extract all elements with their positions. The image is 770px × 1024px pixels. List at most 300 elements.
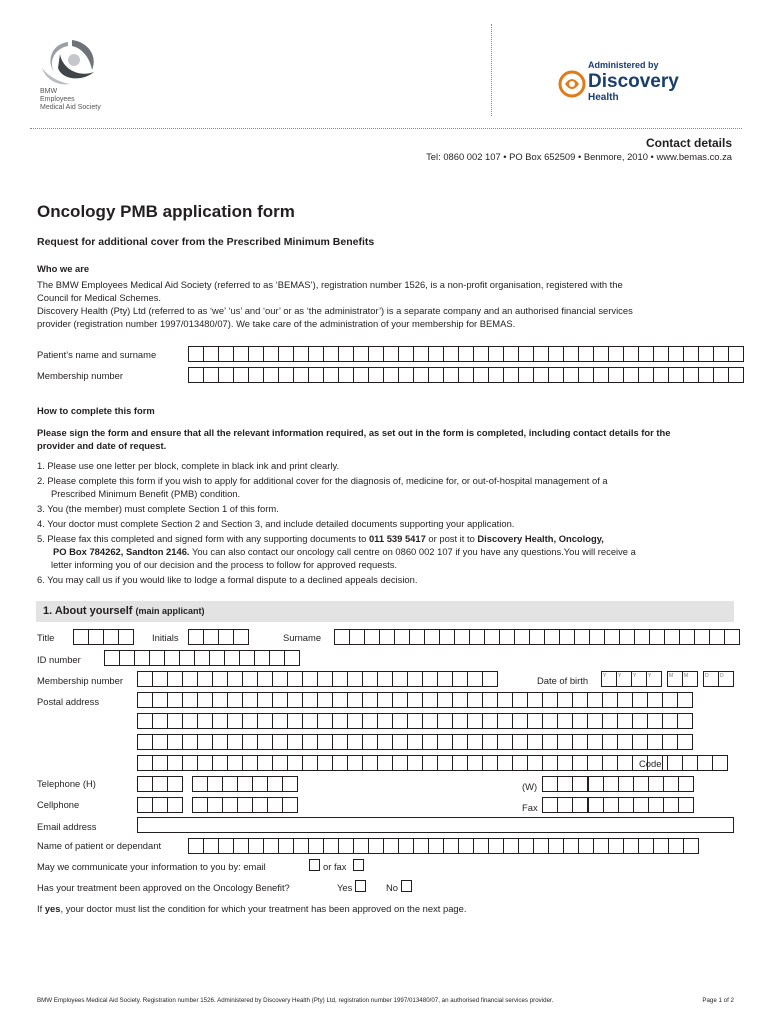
letter-box[interactable]: [632, 734, 648, 750]
letter-box[interactable]: [632, 692, 648, 708]
letter-box[interactable]: [323, 838, 339, 854]
letter-box[interactable]: [407, 755, 423, 771]
letter-box[interactable]: [167, 734, 183, 750]
letter-box[interactable]: [179, 650, 195, 666]
letter-box[interactable]: [618, 776, 634, 792]
letter-box[interactable]: [617, 755, 633, 771]
letter-box[interactable]: [347, 734, 363, 750]
letter-box[interactable]: [257, 713, 273, 729]
letter-box[interactable]: [533, 367, 549, 383]
letter-box[interactable]: [212, 734, 228, 750]
letter-box[interactable]: [192, 797, 208, 813]
telephone-h-boxes[interactable]: [137, 776, 183, 792]
letter-box[interactable]: [422, 671, 438, 687]
letter-box[interactable]: [527, 734, 543, 750]
letter-box[interactable]: [698, 346, 714, 362]
letter-box[interactable]: [394, 629, 410, 645]
letter-box[interactable]: [664, 629, 680, 645]
phone-number-boxes[interactable]: [192, 776, 298, 792]
letter-box[interactable]: [347, 713, 363, 729]
letter-box[interactable]: [668, 838, 684, 854]
letter-box[interactable]: [602, 713, 618, 729]
letter-box[interactable]: [362, 713, 378, 729]
letter-box[interactable]: [603, 797, 619, 813]
letter-box[interactable]: [467, 755, 483, 771]
letter-box[interactable]: [188, 367, 204, 383]
letter-box[interactable]: [542, 755, 558, 771]
letter-box[interactable]: [683, 346, 699, 362]
letter-box[interactable]: [233, 629, 249, 645]
letter-box[interactable]: [272, 734, 288, 750]
letter-box[interactable]: [428, 346, 444, 362]
letter-box[interactable]: [488, 346, 504, 362]
letter-box[interactable]: [413, 346, 429, 362]
letter-box[interactable]: [497, 755, 513, 771]
letter-box[interactable]: [529, 629, 545, 645]
letter-box[interactable]: [589, 629, 605, 645]
letter-box[interactable]: [542, 713, 558, 729]
letter-box[interactable]: [587, 755, 603, 771]
letter-box[interactable]: [467, 713, 483, 729]
letter-box[interactable]: [482, 734, 498, 750]
letter-box[interactable]: [413, 367, 429, 383]
letter-box[interactable]: [512, 692, 528, 708]
letter-box[interactable]: [718, 671, 734, 687]
letter-box[interactable]: [713, 367, 729, 383]
letter-box[interactable]: [293, 367, 309, 383]
letter-box[interactable]: [377, 713, 393, 729]
letter-box[interactable]: [167, 713, 183, 729]
letter-box[interactable]: [601, 671, 617, 687]
letter-box[interactable]: [182, 692, 198, 708]
letter-box[interactable]: [197, 692, 213, 708]
letter-box[interactable]: [104, 650, 120, 666]
letter-box[interactable]: [413, 838, 429, 854]
letter-box[interactable]: [518, 346, 534, 362]
fax-boxes[interactable]: [542, 797, 588, 813]
letter-box[interactable]: [353, 367, 369, 383]
letter-box[interactable]: [572, 692, 588, 708]
letter-box[interactable]: [293, 838, 309, 854]
letter-box[interactable]: [237, 776, 253, 792]
letter-box[interactable]: [439, 629, 455, 645]
surname-boxes[interactable]: [334, 629, 740, 645]
letter-box[interactable]: [632, 713, 648, 729]
letter-box[interactable]: [653, 838, 669, 854]
letter-box[interactable]: [203, 367, 219, 383]
letter-box[interactable]: [482, 671, 498, 687]
letter-box[interactable]: [152, 797, 168, 813]
letter-box[interactable]: [137, 797, 153, 813]
letter-box[interactable]: [533, 838, 549, 854]
letter-box[interactable]: [574, 629, 590, 645]
letter-box[interactable]: [227, 755, 243, 771]
letter-box[interactable]: [467, 734, 483, 750]
letter-box[interactable]: [287, 671, 303, 687]
letter-box[interactable]: [572, 734, 588, 750]
letter-box[interactable]: [623, 838, 639, 854]
letter-box[interactable]: [227, 671, 243, 687]
letter-box[interactable]: [452, 734, 468, 750]
letter-box[interactable]: [623, 367, 639, 383]
letter-box[interactable]: [209, 650, 225, 666]
letter-box[interactable]: [182, 713, 198, 729]
letter-box[interactable]: [137, 755, 153, 771]
letter-box[interactable]: [437, 671, 453, 687]
letter-box[interactable]: [212, 755, 228, 771]
letter-box[interactable]: [182, 755, 198, 771]
letter-box[interactable]: [252, 776, 268, 792]
letter-box[interactable]: [467, 671, 483, 687]
letter-box[interactable]: [377, 734, 393, 750]
letter-box[interactable]: [648, 797, 664, 813]
letter-box[interactable]: [207, 797, 223, 813]
letter-box[interactable]: [653, 346, 669, 362]
letter-box[interactable]: [578, 346, 594, 362]
letter-box[interactable]: [152, 734, 168, 750]
letter-box[interactable]: [458, 346, 474, 362]
letter-box[interactable]: [602, 755, 618, 771]
cellphone-boxes[interactable]: [137, 797, 183, 813]
letter-box[interactable]: [407, 713, 423, 729]
letter-box[interactable]: [323, 367, 339, 383]
letter-box[interactable]: [638, 838, 654, 854]
letter-box[interactable]: [73, 629, 89, 645]
letter-box[interactable]: [454, 629, 470, 645]
postal-address-line-1[interactable]: [137, 692, 693, 708]
letter-box[interactable]: [563, 367, 579, 383]
letter-box[interactable]: [572, 755, 588, 771]
letter-box[interactable]: [338, 367, 354, 383]
letter-box[interactable]: [713, 346, 729, 362]
letter-box[interactable]: [602, 734, 618, 750]
letter-box[interactable]: [503, 346, 519, 362]
letter-box[interactable]: [557, 755, 573, 771]
letter-box[interactable]: [678, 776, 694, 792]
letter-box[interactable]: [377, 755, 393, 771]
letter-box[interactable]: [347, 671, 363, 687]
letter-box[interactable]: [482, 755, 498, 771]
letter-box[interactable]: [338, 346, 354, 362]
letter-box[interactable]: [588, 797, 604, 813]
letter-box[interactable]: [383, 346, 399, 362]
letter-box[interactable]: [679, 629, 695, 645]
letter-box[interactable]: [272, 671, 288, 687]
letter-box[interactable]: [473, 346, 489, 362]
letter-box[interactable]: [362, 755, 378, 771]
postal-address-line-4[interactable]: [137, 755, 693, 771]
letter-box[interactable]: [667, 755, 683, 771]
letter-box[interactable]: [287, 713, 303, 729]
letter-box[interactable]: [362, 671, 378, 687]
letter-box[interactable]: [452, 713, 468, 729]
letter-box[interactable]: [608, 346, 624, 362]
letter-box[interactable]: [593, 367, 609, 383]
letter-box[interactable]: [542, 692, 558, 708]
letter-box[interactable]: [364, 629, 380, 645]
letter-box[interactable]: [634, 629, 650, 645]
letter-box[interactable]: [353, 838, 369, 854]
letter-box[interactable]: [548, 367, 564, 383]
letter-box[interactable]: [248, 367, 264, 383]
no-checkbox[interactable]: [401, 880, 412, 892]
letter-box[interactable]: [682, 671, 698, 687]
letter-box[interactable]: [284, 650, 300, 666]
letter-box[interactable]: [383, 838, 399, 854]
letter-box[interactable]: [724, 629, 740, 645]
letter-box[interactable]: [392, 692, 408, 708]
letter-box[interactable]: [263, 838, 279, 854]
letter-box[interactable]: [362, 692, 378, 708]
letter-box[interactable]: [572, 797, 588, 813]
postal-address-line-2[interactable]: [137, 713, 693, 729]
letter-box[interactable]: [709, 629, 725, 645]
letter-box[interactable]: [544, 629, 560, 645]
letter-box[interactable]: [242, 755, 258, 771]
letter-box[interactable]: [227, 734, 243, 750]
letter-box[interactable]: [182, 671, 198, 687]
letter-box[interactable]: [257, 671, 273, 687]
letter-box[interactable]: [224, 650, 240, 666]
letter-box[interactable]: [317, 692, 333, 708]
letter-box[interactable]: [263, 367, 279, 383]
letter-box[interactable]: [242, 734, 258, 750]
letter-box[interactable]: [194, 650, 210, 666]
letter-box[interactable]: [287, 692, 303, 708]
letter-box[interactable]: [682, 755, 698, 771]
letter-box[interactable]: [362, 734, 378, 750]
letter-box[interactable]: [559, 629, 575, 645]
letter-box[interactable]: [473, 367, 489, 383]
letter-box[interactable]: [368, 838, 384, 854]
letter-box[interactable]: [167, 755, 183, 771]
letter-box[interactable]: [197, 713, 213, 729]
letter-box[interactable]: [242, 692, 258, 708]
letter-box[interactable]: [437, 692, 453, 708]
letter-box[interactable]: [469, 629, 485, 645]
letter-box[interactable]: [557, 692, 573, 708]
letter-box[interactable]: [683, 838, 699, 854]
letter-box[interactable]: [608, 838, 624, 854]
letter-box[interactable]: [227, 713, 243, 729]
letter-box[interactable]: [587, 734, 603, 750]
letter-box[interactable]: [207, 776, 223, 792]
letter-box[interactable]: [212, 713, 228, 729]
code-boxes[interactable]: [667, 755, 728, 771]
letter-box[interactable]: [302, 671, 318, 687]
letter-box[interactable]: [542, 734, 558, 750]
letter-box[interactable]: [398, 838, 414, 854]
letter-box[interactable]: [164, 650, 180, 666]
letter-box[interactable]: [482, 692, 498, 708]
letter-box[interactable]: [212, 692, 228, 708]
letter-box[interactable]: [242, 713, 258, 729]
letter-box[interactable]: [588, 776, 604, 792]
letter-box[interactable]: [398, 346, 414, 362]
letter-box[interactable]: [499, 629, 515, 645]
letter-box[interactable]: [488, 367, 504, 383]
letter-box[interactable]: [572, 776, 588, 792]
letter-box[interactable]: [257, 734, 273, 750]
letter-box[interactable]: [257, 692, 273, 708]
letter-box[interactable]: [563, 346, 579, 362]
letter-box[interactable]: [623, 346, 639, 362]
email-checkbox[interactable]: [309, 859, 320, 871]
letter-box[interactable]: [602, 692, 618, 708]
letter-box[interactable]: [668, 367, 684, 383]
letter-box[interactable]: [167, 692, 183, 708]
letter-box[interactable]: [638, 367, 654, 383]
letter-box[interactable]: [212, 671, 228, 687]
letter-box[interactable]: [497, 713, 513, 729]
letter-box[interactable]: [527, 692, 543, 708]
letter-box[interactable]: [278, 367, 294, 383]
letter-box[interactable]: [683, 367, 699, 383]
date-of-birth-boxes[interactable]: [601, 671, 734, 687]
letter-box[interactable]: [548, 838, 564, 854]
letter-box[interactable]: [218, 367, 234, 383]
letter-box[interactable]: [192, 776, 208, 792]
letter-box[interactable]: [167, 797, 183, 813]
letter-box[interactable]: [647, 692, 663, 708]
letter-box[interactable]: [646, 671, 662, 687]
letter-box[interactable]: [662, 734, 678, 750]
letter-box[interactable]: [308, 367, 324, 383]
phone-number-boxes[interactable]: [588, 797, 694, 813]
letter-box[interactable]: [518, 838, 534, 854]
letter-box[interactable]: [222, 776, 238, 792]
letter-box[interactable]: [633, 797, 649, 813]
letter-box[interactable]: [137, 671, 153, 687]
letter-box[interactable]: [497, 692, 513, 708]
letter-box[interactable]: [407, 692, 423, 708]
letter-box[interactable]: [407, 671, 423, 687]
letter-box[interactable]: [118, 629, 134, 645]
letter-box[interactable]: [272, 692, 288, 708]
letter-box[interactable]: [617, 692, 633, 708]
letter-box[interactable]: [88, 629, 104, 645]
letter-box[interactable]: [542, 797, 558, 813]
letter-box[interactable]: [437, 755, 453, 771]
letter-box[interactable]: [308, 346, 324, 362]
letter-box[interactable]: [149, 650, 165, 666]
letter-box[interactable]: [239, 650, 255, 666]
letter-box[interactable]: [188, 346, 204, 362]
letter-box[interactable]: [263, 346, 279, 362]
letter-box[interactable]: [618, 797, 634, 813]
letter-box[interactable]: [103, 629, 119, 645]
letter-box[interactable]: [503, 367, 519, 383]
letter-box[interactable]: [518, 367, 534, 383]
letter-box[interactable]: [302, 713, 318, 729]
letter-box[interactable]: [152, 776, 168, 792]
letter-box[interactable]: [293, 346, 309, 362]
letter-box[interactable]: [267, 776, 283, 792]
letter-box[interactable]: [332, 755, 348, 771]
patient-name-boxes[interactable]: [188, 346, 744, 362]
letter-box[interactable]: [548, 346, 564, 362]
letter-box[interactable]: [398, 367, 414, 383]
letter-box[interactable]: [604, 629, 620, 645]
letter-box[interactable]: [188, 629, 204, 645]
letter-box[interactable]: [392, 734, 408, 750]
letter-box[interactable]: [368, 346, 384, 362]
letter-box[interactable]: [557, 734, 573, 750]
letter-box[interactable]: [222, 797, 238, 813]
letter-box[interactable]: [697, 755, 713, 771]
letter-box[interactable]: [137, 776, 153, 792]
letter-box[interactable]: [467, 692, 483, 708]
letter-box[interactable]: [197, 734, 213, 750]
letter-box[interactable]: [677, 713, 693, 729]
letter-box[interactable]: [317, 671, 333, 687]
letter-box[interactable]: [617, 713, 633, 729]
letter-box[interactable]: [527, 755, 543, 771]
letter-box[interactable]: [317, 755, 333, 771]
letter-box[interactable]: [593, 838, 609, 854]
letter-box[interactable]: [137, 734, 153, 750]
letter-box[interactable]: [593, 346, 609, 362]
phone-number-boxes[interactable]: [588, 776, 694, 792]
letter-box[interactable]: [347, 755, 363, 771]
letter-box[interactable]: [379, 629, 395, 645]
letter-box[interactable]: [282, 776, 298, 792]
letter-box[interactable]: [677, 692, 693, 708]
letter-box[interactable]: [572, 713, 588, 729]
letter-box[interactable]: [648, 776, 664, 792]
letter-box[interactable]: [422, 734, 438, 750]
letter-box[interactable]: [512, 713, 528, 729]
letter-box[interactable]: [242, 671, 258, 687]
letter-box[interactable]: [349, 629, 365, 645]
letter-box[interactable]: [377, 671, 393, 687]
letter-box[interactable]: [237, 797, 253, 813]
letter-box[interactable]: [248, 838, 264, 854]
postal-address-line-3[interactable]: [137, 734, 693, 750]
letter-box[interactable]: [332, 734, 348, 750]
letter-box[interactable]: [392, 713, 408, 729]
top-membership-boxes[interactable]: [188, 367, 744, 383]
letter-box[interactable]: [557, 797, 573, 813]
letter-box[interactable]: [278, 346, 294, 362]
letter-box[interactable]: [512, 734, 528, 750]
id-number-boxes[interactable]: [104, 650, 300, 666]
letter-box[interactable]: [233, 367, 249, 383]
letter-box[interactable]: [428, 367, 444, 383]
letter-box[interactable]: [252, 797, 268, 813]
letter-box[interactable]: [407, 734, 423, 750]
letter-box[interactable]: [218, 629, 234, 645]
letter-box[interactable]: [638, 346, 654, 362]
letter-box[interactable]: [667, 671, 683, 687]
letter-box[interactable]: [458, 367, 474, 383]
membership-number-boxes[interactable]: [137, 671, 498, 687]
letter-box[interactable]: [152, 755, 168, 771]
letter-box[interactable]: [422, 755, 438, 771]
letter-box[interactable]: [377, 692, 393, 708]
letter-box[interactable]: [197, 755, 213, 771]
letter-box[interactable]: [578, 838, 594, 854]
letter-box[interactable]: [694, 629, 710, 645]
letter-box[interactable]: [533, 346, 549, 362]
letter-box[interactable]: [332, 713, 348, 729]
letter-box[interactable]: [267, 797, 283, 813]
letter-box[interactable]: [182, 734, 198, 750]
letter-box[interactable]: [409, 629, 425, 645]
letter-box[interactable]: [503, 838, 519, 854]
letter-box[interactable]: [662, 692, 678, 708]
letter-box[interactable]: [227, 692, 243, 708]
